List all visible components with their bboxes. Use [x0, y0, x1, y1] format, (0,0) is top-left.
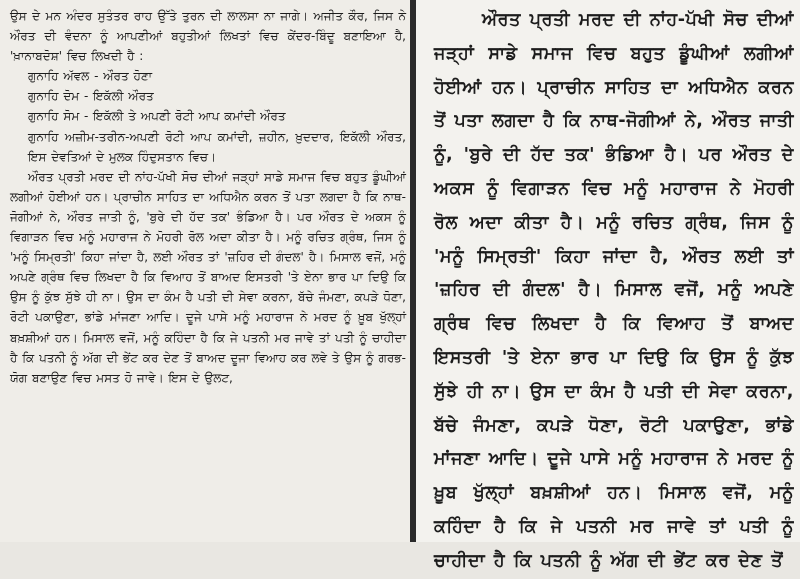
body-paragraph: ਔਰਤ ਪ੍ਰਤੀ ਮਰਦ ਦੀ ਨਾਂਹ-ਪੱਖੀ ਸੋਚ ਦੀਆਂ ਜੜ੍ਹਾਂ ਸਾਡੇ ਸਮਾਜ ਵਿਚ ਬਹੁਤ ਡੂੰਘੀਆਂ ਲਗੀਆਂ ਹੋਈਆਂ ਹਨ। ਪ੍ਰਾਚੀਨ ਸਾਹਿਤ ਦਾ ਅਧਿਐਨ ਕਰਨ ਤੋਂ ਪਤਾ ਲਗਦਾ ਹੈ ਕਿ ਨਾਥ-ਜੋਗੀਆਂ ਨੇ, ਔਰਤ ਜਾਤੀ ਨੂੰ, 'ਬੁਰੇ ਦੀ ਹੱਦ ਤਕ' ਭੰਡਿਆ ਹੈ। ਪਰ ਔਰਤ ਦੇ ਅਕਸ ਨੂੰ ਵਿਗਾੜਨ ਵਿਚ ਮਨੂੰ ਮਹਾਰਾਜ ਨੇ ਮੋਹਰੀ ਰੋਲ ਅਦਾ ਕੀਤਾ ਹੈ। ਮਨੂੰ ਰਚਿਤ ਗ੍ਰੰਥ, ਜਿਸ ਨੂੰ 'ਮਨੂੰ ਸਿਮ੍ਰਤੀ' ਕਿਹਾ ਜਾਂਦਾ ਹੈ, ਲਈ ਔਰਤ ਤਾਂ 'ਜ਼ਹਿਰ ਦੀ ਗੰਦਲ' ਹੈ। ਮਿਸਾਲ ਵਜੋਂ, ਮਨੂੰ ਅਪਣੇ ਗ੍ਰੰਥ ਵਿਚ ਲਿਖਦਾ ਹੈ ਕਿ ਵਿਆਹ ਤੋਂ ਬਾਅਦ ਇਸਤਰੀ 'ਤੇ ਏਨਾ ਭਾਰ ਪਾ ਦਿਉ ਕਿ ਉਸ ਨੂੰ ਕੁੱਝ ਸੁੱਝੇ ਹੀ ਨਾ। ਉਸ ਦਾ ਕੰਮ ਹੈ ਪਤੀ ਦੀ ਸੇਵਾ ਕਰਨਾ, ਬੱਚੇ ਜੰਮਣਾ, ਕਪੜੇ ਧੋਣਾ, ਰੋਟੀ ਪਕਾਉਣਾ, ਭਾਂਡੇ ਮਾਂਜਣਾ ਆਦਿ। ਦੂਜੇ ਪਾਸੇ ਮਨੂੰ ਮਹਾਰਾਜ ਨੇ ਮਰਦ ਨੂੰ ਖ਼ੂਬ ਖੁੱਲ੍ਹਾਂ ਬਖ਼ਸ਼ੀਆਂ ਹਨ। ਮਿਸਾਲ ਵਜੋਂ, ਮਨੂੰ ਕਹਿੰਦਾ ਹੈ ਕਿ ਜੇ ਪਤਨੀ ਮਰ ਜਾਵੇ ਤਾਂ ਪਤੀ ਨੂੰ ਚਾਹੀਦਾ ਹੈ ਕਿ ਪਤਨੀ ਨੂੰ ਅੱਗ ਦੀ ਭੇਂਟ ਕਰ ਦੇਣ ਤੋਂ ਬਾਅਦ ਦੂਜਾ ਵਿਆਹ ਕਰ ਲਵੇ ਤੇ ਉਸ ਨੂੰ ਗਰਭ-ਯੋਗ ਬਣਾਉਣ ਵਿਚ ਮਸਤ ਹੋ ਜਾਵੇ। ਇਸ ਦੇ ਉਲਟ,	[10, 169, 406, 385]
poem-line-3: ਗੁਨਾਹਿ ਸੋਮ - ਇਕੱਲੀ ਤੇ ਅਪਣੀ ਰੋਟੀ ਆਪ ਕਮਾਂਦੀ ਔਰਤ	[28, 109, 286, 124]
poem-line-1: ਗੁਨਾਹਿ ਅੱਵਲ - ਔਰਤ ਹੋਣਾ	[28, 69, 153, 84]
poem-line-2: ਗੁਨਾਹਿ ਦੋਮ - ਇਕੱਲੀ ਔਰਤ	[28, 89, 154, 104]
poem-line-4: ਗੁਨਾਹਿ ਅਜ਼ੀਮ-ਤਰੀਨ-ਅਪਣੀ ਰੋਟੀ ਆਪ ਕਮਾਂਦੀ, ਜ਼ਹੀਨ, ਖ਼ੁਦਦਾਰ, ਇਕੱਲੀ ਔਰਤ, ਇਸ ਦੇਵਤਿਆਂ ਦੇ ਮੁਲਕ ਹਿੰਦੁਸਤਾਨ ਵਿਚ।	[28, 129, 406, 164]
left-article-text	[10, 6, 406, 388]
intro-paragraph: ਉਸ ਦੇ ਮਨ ਅੰਦਰ ਸੁਤੰਤਰ ਰਾਹ ਉੱਤੇ ਤੁਰਨ ਦੀ ਲਾਲਸਾ ਨਾ ਜਾਗੇ। ਅਜੀਤ ਕੌਰ, ਜਿਸ ਨੇ ਔਰਤ ਦੀ ਵੰਦਨਾ ਨੂੰ ਆਪਣੀਆਂ ਬਹੁਤੀਆਂ ਲਿਖਤਾਂ ਵਿਚ ਕੇਂਦਰ-ਬਿੰਦੂ ਬਣਾਇਆ ਹੈ, 'ਖ਼ਾਨਾਬਦੋਸ਼' ਵਿਚ ਲਿਖਦੀ ਹੈ :	[10, 9, 406, 64]
large-print-paragraph: ਔਰਤ ਪ੍ਰਤੀ ਮਰਦ ਦੀ ਨਾਂਹ-ਪੱਖੀ ਸੋਚ ਦੀਆਂ ਜੜ੍ਹਾਂ ਸਾਡੇ ਸਮਾਜ ਵਿਚ ਬਹੁਤ ਡੂੰਘੀਆਂ ਲਗੀਆਂ ਹੋਈਆਂ ਹਨ। ਪ੍ਰਾਚੀਨ ਸਾਹਿਤ ਦਾ ਅਧਿਐਨ ਕਰਨ ਤੋਂ ਪਤਾ ਲਗਦਾ ਹੈ ਕਿ ਨਾਥ-ਜੋਗੀਆਂ ਨੇ, ਔਰਤ ਜਾਤੀ ਨੂੰ, 'ਬੁਰੇ ਦੀ ਹੱਦ ਤਕ' ਭੰਡਿਆ ਹੈ। ਪਰ ਔਰਤ ਦੇ ਅਕਸ ਨੂੰ ਵਿਗਾੜਨ ਵਿਚ ਮਨੂੰ ਮਹਾਰਾਜ ਨੇ ਮੋਹਰੀ ਰੋਲ ਅਦਾ ਕੀਤਾ ਹੈ। ਮਨੂੰ ਰਚਿਤ ਗ੍ਰੰਥ, ਜਿਸ ਨੂੰ 'ਮਨੂੰ ਸਿਮ੍ਰਤੀ' ਕਿਹਾ ਜਾਂਦਾ ਹੈ, ਔਰਤ ਲਈ ਤਾਂ 'ਜ਼ਹਿਰ ਦੀ ਗੰਦਲ' ਹੈ। ਮਿਸਾਲ ਵਜੋਂ, ਮਨੂੰ ਅਪਣੇ ਗ੍ਰੰਥ ਵਿਚ ਲਿਖਦਾ ਹੈ ਕਿ ਵਿਆਹ ਤੋਂ ਬਾਅਦ ਇਸਤਰੀ 'ਤੇ ਏਨਾ ਭਾਰ ਪਾ ਦਿਉ ਕਿ ਉਸ ਨੂੰ ਕੁੱਝ ਸੁੱਝੇ ਹੀ ਨਾ। ਉਸ ਦਾ ਕੰਮ ਹੈ ਪਤੀ ਦੀ ਸੇਵਾ ਕਰਨਾ, ਬੱਚੇ ਜੰਮਣਾ, ਕਪੜੇ ਧੋਣਾ, ਰੋਟੀ ਪਕਾਉਣਾ, ਭਾਂਡੇ ਮਾਂਜਣਾ ਆਦਿ। ਦੂਜੇ ਪਾਸੇ ਮਨੂੰ ਮਹਾਰਾਜ ਨੇ ਮਰਦ ਨੂੰ ਖ਼ੂਬ ਖੁੱਲ੍ਹਾਂ ਬਖ਼ਸ਼ੀਆਂ ਹਨ। ਮਿਸਾਲ ਵਜੋਂ, ਮਨੂੰ ਕਹਿੰਦਾ ਹੈ ਕਿ ਜੇ ਪਤਨੀ ਮਰ ਜਾਵੇ ਤਾਂ ਪਤੀ ਨੂੰ ਚਾਹੀਦਾ ਹੈ ਕਿ ਪਤਨੀ ਨੂੰ ਅੱਗ ਦੀ ਭੇਂਟ ਕਰ ਦੇਣ ਤੋਂ	[434, 10, 794, 571]
right-article-text	[434, 4, 794, 579]
left-article-column	[0, 0, 410, 542]
right-article-column	[416, 0, 800, 571]
